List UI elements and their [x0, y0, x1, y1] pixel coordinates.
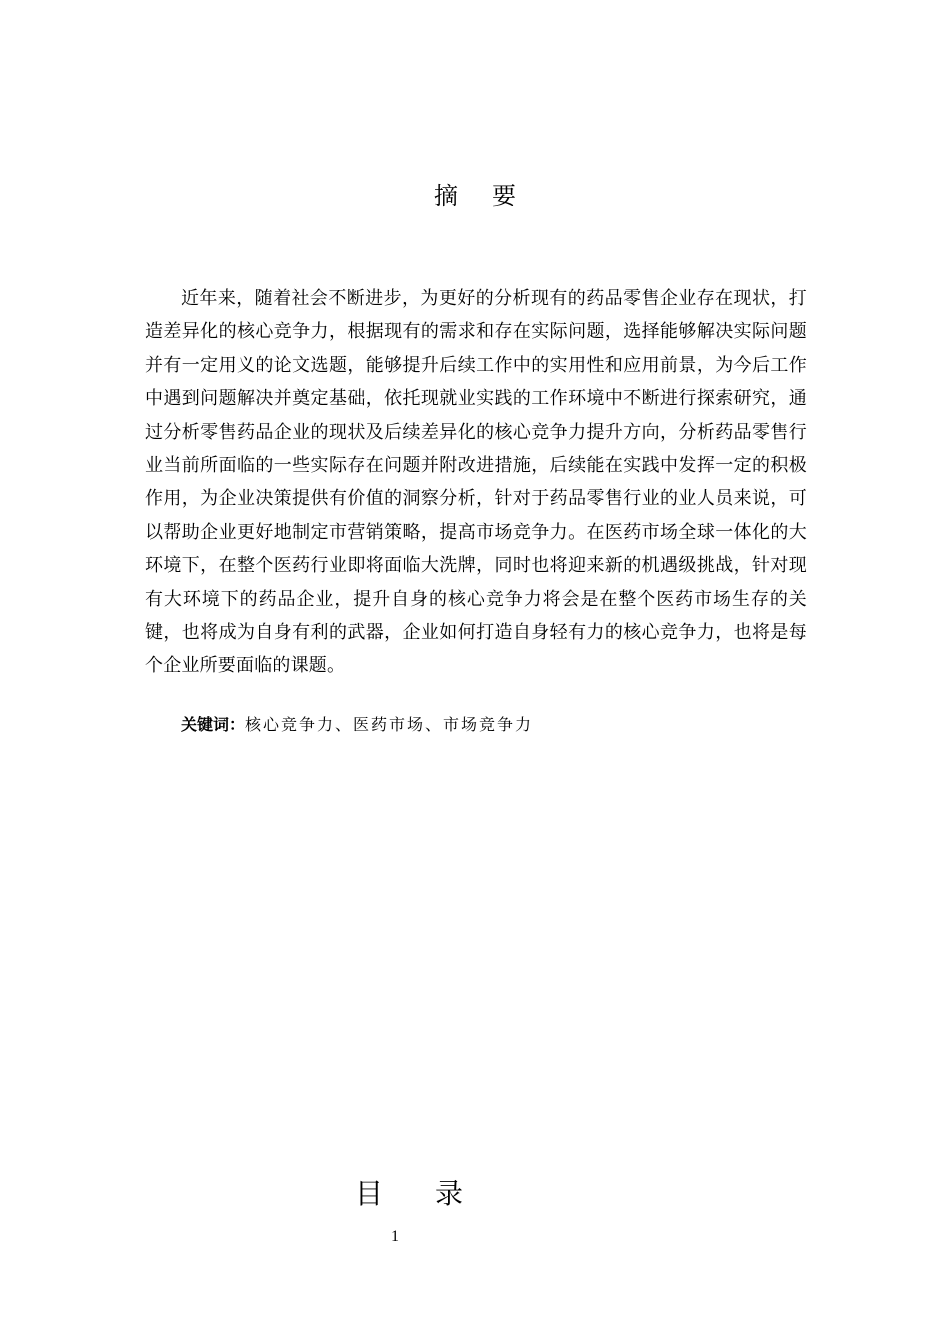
keywords-line	[181, 712, 533, 738]
page-number: 1	[391, 1228, 399, 1245]
keywords-text: 核心竞争力、医药市场、市场竞争力	[245, 715, 534, 734]
keywords-label: 关键词：	[181, 715, 246, 734]
abstract-body: 近年来，随着社会不断进步，为更好的分析现有的药品零售企业存在现状，打造差异化的核心竞争力，根据现有的需求和存在实际问题，选择能够解决实际问题并有一定用义的论文选题，能够提升后续工作中的实用性和应用前景，为今后工作中遇到问题解决并奠定基础，依托现就业实践的工作环境中不断进行探索研究，通过分析零售药品企业的现状及后续差异化的核心竞争力提升方向，分析药品零售行业当前所面临的一些实际存在问题并附改进措施，后续能在实践中发挥一定的积极作用，为企业决策提供有价值的洞察分析，针对于药品零售行业的业人员来说，可以帮助企业更好地制定市营销策略，提高市场竞争力。在医药市场全球一体化的大环境下，在整个医药行业即将面临大洗牌，同时也将迎来新的机遇级挑战，针对现有大环境下的药品企业，提升自身的核心竞争力将会是在整个医药市场生存的关键，也将成为自身有利的武器，企业如何打造自身轻有力的核心竞争力，也将是每个企业所要面临的课题。	[145, 288, 807, 677]
toc-title: 目录	[355, 1177, 516, 1210]
abstract-title: 摘要	[434, 182, 550, 210]
